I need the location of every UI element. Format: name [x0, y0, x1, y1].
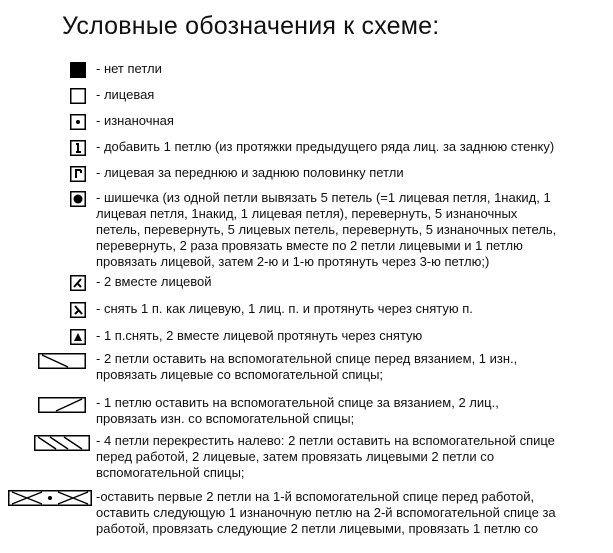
legend-text-add-loop: - добавить 1 петлю (из протяжки предыдущего ряда лиц. за заднюю стенку) — [96, 139, 555, 154]
empty-square-icon — [70, 88, 86, 104]
cross-left-icon — [38, 397, 86, 413]
legend-text-cross-left: - 1 петлю оставить на вспомогательной спице за вязанием, 2 лиц., провязать изн. со вспомогательной спицы; — [96, 395, 499, 426]
legend-text-purl: - изнаночная — [96, 113, 174, 128]
filled-square-icon — [70, 62, 86, 78]
skp-icon — [70, 302, 86, 318]
legend-text-cable-5: -оставить первые 2 петли на 1-й вспомогательной спице перед работой, оставить следующую 1 изнаночную петлю на 2-й вспомогательной спице за работой, провязать следующие 2 петли лицевыми, провязать 1 петлю со — [96, 489, 556, 536]
sk2p-icon — [70, 329, 86, 345]
legend-text-sk2p: - 1 п.снять, 2 вместе лицевой протянуть через снятую — [96, 328, 423, 343]
legend-text-skp: - снять 1 п. как лицевую, 1 лиц. п. и протянуть через снятую п. — [96, 301, 473, 316]
legend-text-front-back: - лицевая за переднюю и заднюю половинку петли — [96, 165, 404, 180]
cross-right-icon — [38, 353, 86, 369]
bobble-icon — [70, 191, 86, 207]
legend-text-k2tog: - 2 вместе лицевой — [96, 274, 212, 289]
front-back-icon — [70, 166, 86, 182]
cable-4-icon — [34, 435, 90, 451]
add-loop-icon — [70, 140, 86, 156]
legend-text-cable-4: - 4 петли перекрестить налево: 2 петли оставить на вспомогательной спице перед работой, 2 лицевые, затем провязать лицевыми 2 петли со вспомогательной спицы; — [96, 433, 555, 480]
legend-text-no-stitch: - нет петли — [96, 61, 162, 76]
legend-text-cross-right: - 2 петли оставить на вспомогательной спице перед вязанием, 1 изн., провязать лицевые со вспомогательной спицы; — [96, 351, 518, 382]
legend-title: Условные обозначения к схеме: — [62, 12, 440, 40]
legend-text-bobble: - шишечка (из одной петли вывязать 5 петель (=1 лицевая петля, 1накид, 1 лицевая петля, 1накид, 1 лицевая петля), перевернуть, 5 изнаночных петель, перевернуть, 5 лицевых петель, перевернуть, 5 изнаночных петель, перевернуть, 2 раза провязать вместе по 2 петли лицевыми и 1 петлю провязать лицевой, затем 2-ю и 1-ю протянуть через 3-ю петлю;) — [96, 190, 557, 269]
k2tog-icon — [70, 275, 86, 291]
cable-5-icon — [8, 490, 92, 506]
legend-text-knit: - лицевая — [96, 87, 155, 102]
dot-square-icon — [70, 114, 86, 130]
